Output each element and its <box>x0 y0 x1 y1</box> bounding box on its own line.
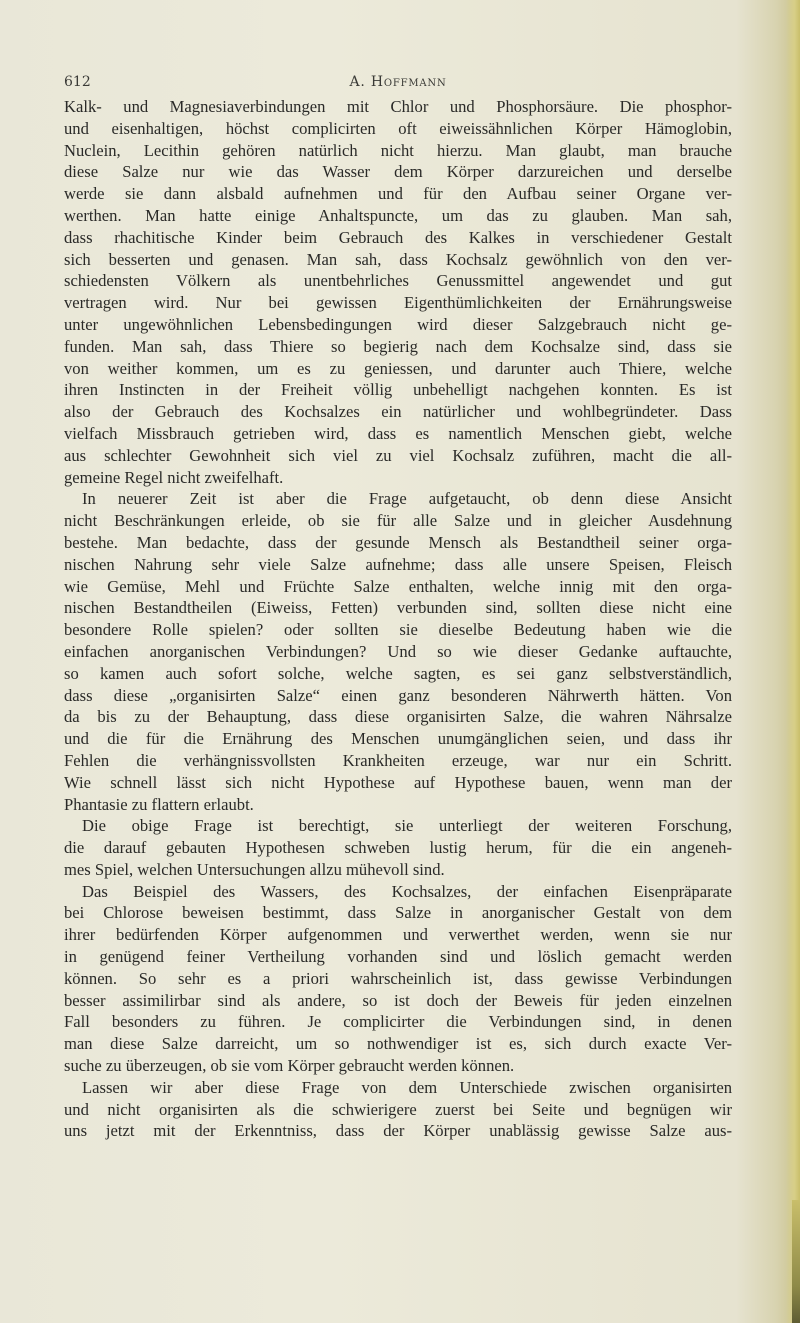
text-line: da bis zu der Behauptung, dass diese organisirten Salze, die wahren Nährsalze <box>64 707 732 727</box>
text-line: aus schlechter Gewohnheit sich viel zu viel Kochsalz zuführen, macht die all- <box>64 445 732 465</box>
text-line: dass diese „organisirten Salze“ einen ganz besonderen Nährwerth hätten. Von <box>64 685 732 705</box>
text-line: unter ungewöhnlichen Lebensbedingungen wird dieser Salzgebrauch nicht ge- <box>64 314 732 334</box>
running-head: A. Hoffmann <box>349 74 447 90</box>
text-line: uns jetzt mit der Erkenntniss, dass der Körper unablässig gewisse Salze aus- <box>64 1121 732 1141</box>
text-line: bestehe. Man bedachte, dass der gesunde Mensch als Bestandtheil seiner orga- <box>64 532 732 552</box>
text-line: gemeine Regel nicht zweifelhaft. <box>64 467 284 487</box>
text-line: Lassen wir aber diese Frage von dem Unterschiede zwischen organisirten <box>82 1077 732 1097</box>
text-line: In neuerer Zeit ist aber die Frage aufgetaucht, ob denn diese Ansicht <box>82 489 732 509</box>
text-line: vielfach Missbrauch getrieben wird, dass es namentlich Menschen giebt, welche <box>64 423 732 443</box>
text-line: dass rhachitische Kinder beim Gebrauch des Kalkes in verschiedener Gestalt <box>64 227 732 247</box>
page-corner-shadow <box>792 1200 800 1323</box>
text-line: und nicht organisirten als die schwierigere zuerst bei Seite und begnügen wir <box>64 1099 732 1119</box>
text-line: funden. Man sah, dass Thiere so begierig nach dem Kochsalze sind, dass sie <box>64 336 732 356</box>
text-line: können. So sehr es a priori wahrscheinlich ist, dass gewisse Verbindungen <box>64 968 732 988</box>
text-line: nischen Bestandtheilen (Eiweiss, Fetten) verbunden sind, sollten diese nicht eine <box>64 598 732 618</box>
text-line: werde sie dann alsbald aufnehmen und für den Aufbau seiner Organe ver- <box>64 184 732 204</box>
text-line: schiedensten Völkern als unentbehrliches Genussmittel angewendet und gut <box>64 271 732 291</box>
text-line: vertragen wird. Nur bei gewissen Eigenthümlichkeiten der Ernährungsweise <box>64 293 732 313</box>
page-header <box>64 74 732 94</box>
page-number: 612 <box>64 74 91 90</box>
text-line: also der Gebrauch des Kochsalzes ein natürlicher und wohlbegründeter. Dass <box>64 402 732 422</box>
text-line: mes Spiel, welchen Untersuchungen allzu mühevoll sind. <box>64 859 445 879</box>
text-line: Nuclein, Lecithin gehören natürlich nicht hierzu. Man glaubt, man brauche <box>64 140 732 160</box>
text-line: besser assimilirbar sind als andere, so ist doch der Beweis für jeden einzelnen <box>64 990 732 1010</box>
text-line: ihren Instincten in der Freiheit völlig unbehelligt nachgehen konnten. Es ist <box>64 380 732 400</box>
text-line: werthen. Man hatte einige Anhaltspuncte, um das zu glauben. Man sah, <box>64 205 732 225</box>
text-line: und eisenhaltigen, höchst complicirten oft eiweissähnlichen Körper Hämoglobin, <box>64 118 732 138</box>
text-line: Phantasie zu flattern erlaubt. <box>64 794 254 814</box>
text-line: die darauf gebauten Hypothesen schweben lustig herum, für die ein angeneh- <box>64 838 732 858</box>
text-line: einfachen anorganischen Verbindungen? Und so wie dieser Gedanke auftauchte, <box>64 641 732 661</box>
text-line: so kamen auch sofort solche, welche sagten, es sei ganz selbstverständlich, <box>64 663 732 683</box>
body-text <box>64 96 732 1142</box>
page-edge-shadow <box>786 0 800 1323</box>
text-line: wie Gemüse, Mehl und Früchte Salze enthalten, welche innig mit den orga- <box>64 576 732 596</box>
text-line: Das Beispiel des Wassers, des Kochsalzes, der einfachen Eisenpräparate <box>82 881 732 901</box>
text-line: Die obige Frage ist berechtigt, sie unterliegt der weiteren Forschung, <box>82 816 732 836</box>
text-line: nicht Beschränkungen erleide, ob sie für alle Salze und in gleicher Ausdehnung <box>64 511 732 531</box>
text-line: und die für die Ernährung des Menschen unumgänglichen seien, und dass ihr <box>64 729 732 749</box>
text-line: man diese Salze darreicht, um so nothwendiger ist es, sich durch exacte Ver- <box>64 1034 732 1054</box>
text-line: besondere Rolle spielen? oder sollten sie dieselbe Bedeutung haben wie die <box>64 620 732 640</box>
text-line: nischen Nahrung sehr viele Salze aufnehme; dass alle unsere Speisen, Fleisch <box>64 554 732 574</box>
text-line: diese Salze nur wie das Wasser dem Körper darzureichen und derselbe <box>64 162 732 182</box>
text-line: ihrer bedürfenden Körper aufgenommen und verwerthet werden, wenn sie nur <box>64 925 732 945</box>
text-line: Fall besonders zu führen. Je complicirter die Verbindungen sind, in denen <box>64 1012 732 1032</box>
text-line: bei Chlorose beweisen bestimmt, dass Salze in anorganischer Gestalt von dem <box>64 903 732 923</box>
text-line: in genügend feiner Vertheilung vorhanden sind und löslich gemacht werden <box>64 947 732 967</box>
text-line: Wie schnell lässt sich nicht Hypothese auf Hypothese bauen, wenn man der <box>64 772 732 792</box>
text-line: Kalk- und Magnesiaverbindungen mit Chlor und Phosphorsäure. Die phosphor- <box>64 97 732 116</box>
text-line: von weither kommen, um es zu geniessen, und darunter auch Thiere, welche <box>64 358 732 378</box>
text-line: suche zu überzeugen, ob sie vom Körper gebraucht werden können. <box>64 1056 515 1076</box>
text-line: Fehlen die verhängnissvollsten Krankheiten erzeuge, war nur ein Schritt. <box>64 750 732 770</box>
text-line: sich besserten und genasen. Man sah, dass Kochsalz gewöhnlich von den ver- <box>64 249 732 269</box>
